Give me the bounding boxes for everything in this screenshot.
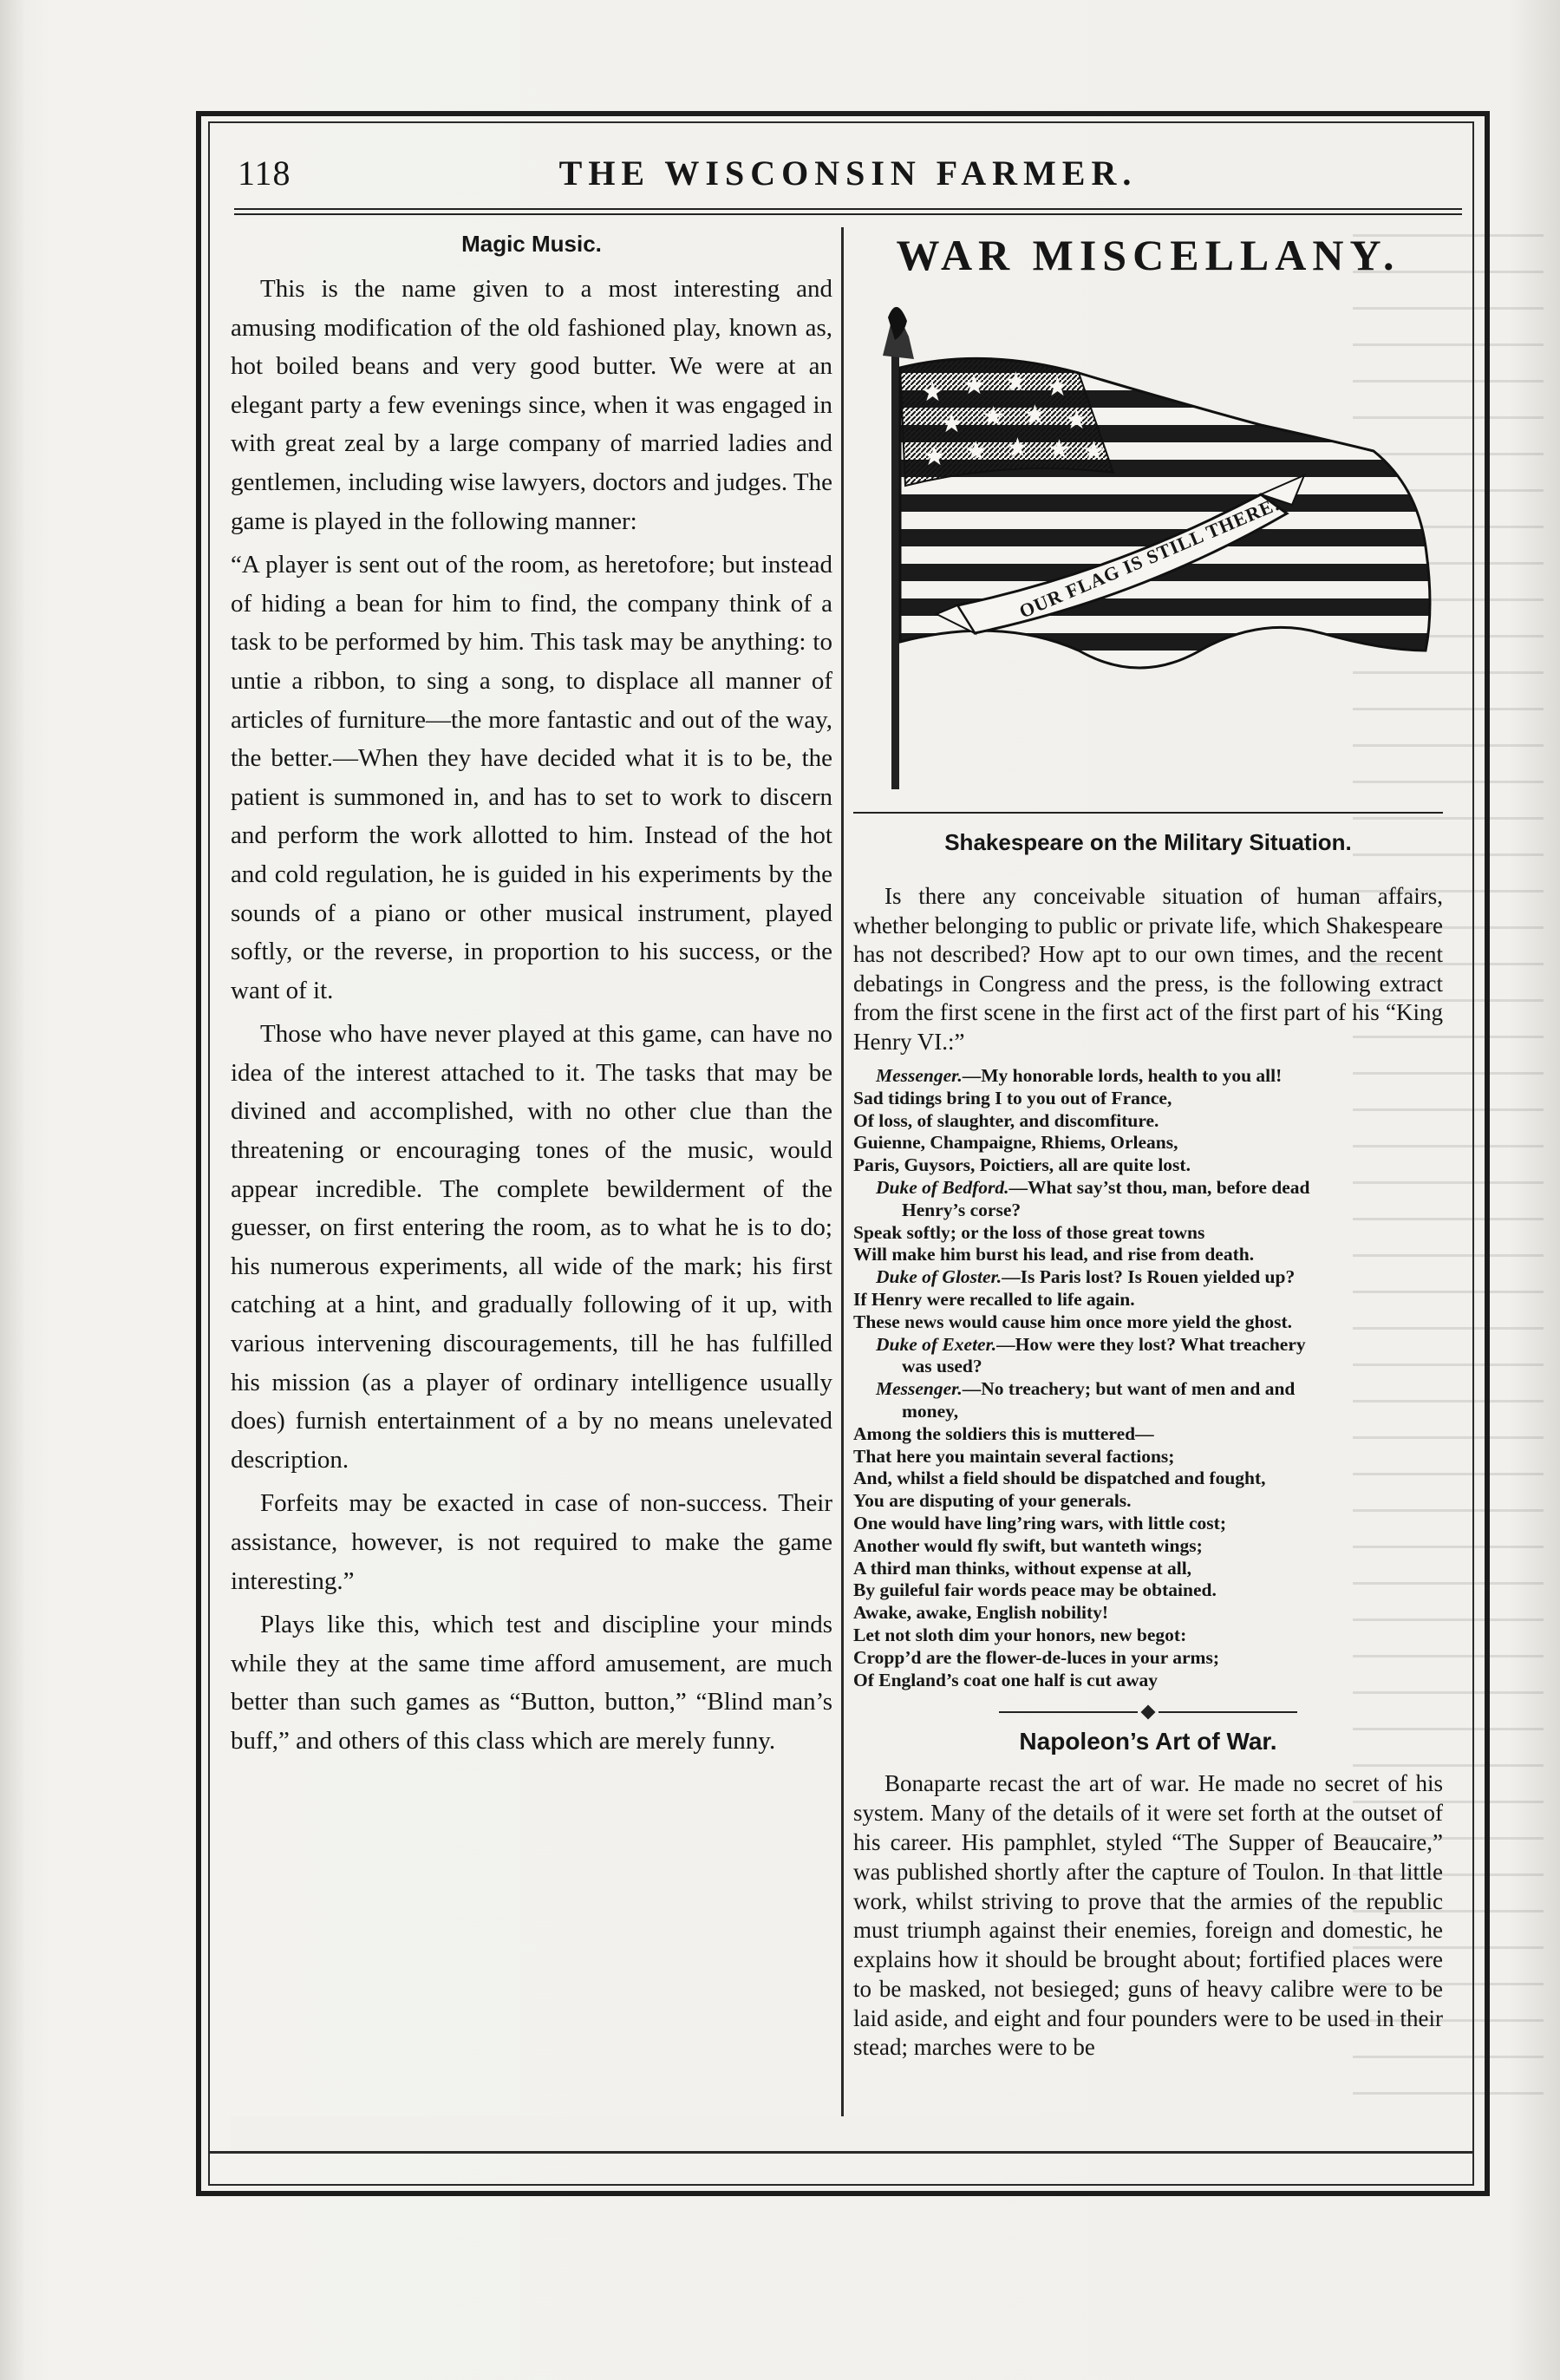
verse-text: By guileful fair words peace may be obtained. bbox=[853, 1579, 1217, 1601]
svg-text:★: ★ bbox=[1046, 373, 1069, 402]
verse-text: Will make him burst his lead, and rise from death. bbox=[853, 1244, 1255, 1265]
verse-line bbox=[853, 1513, 1443, 1535]
svg-text:★: ★ bbox=[921, 378, 944, 407]
left-column bbox=[231, 227, 832, 1766]
article-paragraph: “A player is sent out of the room, as heretofore; but instead of hiding a bean for him to find, the company think of a task to be performed by him. This task may be anything: to untie a ribbon, to sing a song, to displace all manner of articles of furniture—the more fantastic and out of the way, the better.—When they have decided what it is to be, the patient is summoned in, and has to set to work to discern and perform the work allotted to him. Instead of the hot and cold regulation, he is guided in his experiments by the sounds of a piano or other musical instrument, played softly, or the reverse, in proportion to his success, or the want of it. bbox=[231, 551, 832, 1004]
verse-line bbox=[853, 1132, 1443, 1154]
verse-text: Paris, Guysors, Poictiers, all are quite lost. bbox=[853, 1154, 1191, 1176]
napoleon-title: Napoleon’s Art of War. bbox=[1019, 1728, 1277, 1756]
verse-speaker: Duke of Bedford. bbox=[876, 1176, 1009, 1198]
verse-text: —No treachery; but want of men and and bbox=[962, 1378, 1296, 1400]
verse-line bbox=[853, 1154, 1443, 1177]
verse-text: A third man thinks, without expense at all, bbox=[853, 1557, 1192, 1579]
verse-text: Awake, awake, English nobility! bbox=[853, 1602, 1109, 1624]
verse-speaker: Messenger. bbox=[876, 1065, 963, 1086]
war-miscellany-title: WAR MISCELLANY. bbox=[896, 231, 1400, 279]
verse-line bbox=[853, 1311, 1443, 1334]
journal-title: THE WISCONSIN FARMER. bbox=[558, 154, 1138, 193]
verse-text: Henry’s corse? bbox=[902, 1199, 1022, 1220]
verse-text: Guienne, Champaigne, Rhiems, Orleans, bbox=[853, 1132, 1178, 1154]
bottom-clip bbox=[231, 2116, 1445, 2151]
verse-line bbox=[853, 1065, 1443, 1088]
verse-line bbox=[853, 1088, 1443, 1110]
bottom-rule bbox=[208, 2151, 1474, 2154]
verse-line bbox=[853, 1244, 1443, 1266]
verse-text: These news would cause him once more yield the ghost. bbox=[853, 1311, 1293, 1332]
verse-line bbox=[853, 1579, 1443, 1602]
page-number: 118 bbox=[238, 154, 291, 193]
verse-line bbox=[853, 1289, 1443, 1311]
svg-text:★: ★ bbox=[923, 442, 946, 471]
verse-line bbox=[853, 1200, 1443, 1222]
verse-line bbox=[853, 1647, 1443, 1670]
svg-text:★: ★ bbox=[1048, 435, 1071, 464]
verse-text: Another would fly swift, but wanteth wings; bbox=[853, 1534, 1203, 1556]
header-rule bbox=[234, 208, 1462, 215]
svg-text:★: ★ bbox=[1065, 406, 1088, 435]
verse-text: money, bbox=[902, 1400, 959, 1422]
verse-line bbox=[853, 1468, 1443, 1490]
verse-line bbox=[853, 1222, 1443, 1245]
verse-line bbox=[853, 1378, 1443, 1401]
magic-music-title: Magic Music. bbox=[461, 231, 602, 257]
shakespeare-title: Shakespeare on the Military Situation. bbox=[944, 829, 1352, 855]
svg-text:★: ★ bbox=[964, 437, 988, 466]
right-column bbox=[853, 227, 1443, 2063]
verse-line bbox=[853, 1110, 1443, 1133]
verse-text: —Is Paris lost? Is Rouen yielded up? bbox=[1002, 1266, 1296, 1288]
verse-line bbox=[853, 1558, 1443, 1580]
section-rule bbox=[853, 812, 1443, 814]
verse-line bbox=[853, 1446, 1443, 1468]
verse-text: was used? bbox=[902, 1356, 982, 1377]
svg-text:★: ★ bbox=[1006, 434, 1029, 462]
verse-text: One would have ling’ring wars, with little cost; bbox=[853, 1512, 1226, 1533]
verse-line bbox=[853, 1356, 1443, 1378]
flag-banner-text: OUR FLAG IS STILL THERE! bbox=[1015, 492, 1283, 623]
verse-text: And, whilst a field should be dispatched and fought, bbox=[853, 1468, 1266, 1489]
verse-line bbox=[853, 1670, 1443, 1692]
article-paragraph: This is the name given to a most interesting and amusing modification of the old fashioned play, known as, hot boiled beans and very good butter. We were at an elegant party a few evenings since, when it was engaged in with great zeal by a large company of married ladies and gentlemen, including wise lawyers, doctors and judges. The game is played in the following manner: bbox=[231, 275, 832, 535]
verse-text: Among the soldiers this is muttered— bbox=[853, 1422, 1154, 1444]
verse-speaker: Duke of Gloster. bbox=[876, 1266, 1002, 1288]
shakespeare-article bbox=[853, 882, 1443, 1056]
verse-text: Cropp’d are the flower-de-luces in your arms; bbox=[853, 1646, 1219, 1668]
magic-music-article bbox=[231, 270, 832, 1761]
verse-text: Sad tidings bring I to you out of France, bbox=[853, 1087, 1172, 1108]
page-header bbox=[234, 153, 1462, 199]
article-paragraph: Plays like this, which test and discipline your minds while they at the same time afford amusement, are much better than such games as “Button, button,” “Blind man’s buff,” and others of this class which are merely funny. bbox=[231, 1611, 832, 1755]
verse-text: —What say’st thou, man, before dead bbox=[1008, 1176, 1310, 1198]
shakespeare-intro: Is there any conceivable situation of human affairs, whether belonging to public or private life, which Shakespeare has not described? How apt to our own times, and the recent debatings in Congress and the press, is the following extract from the first scene in the first act of the first part of his “King Henry VI.:” bbox=[853, 883, 1443, 1055]
svg-text:★: ★ bbox=[1082, 437, 1106, 466]
verse-line bbox=[853, 1535, 1443, 1558]
verse-speaker: Messenger. bbox=[876, 1378, 963, 1400]
article-paragraph: Those who have never played at this game, can have no idea of the interest attached to it. The tasks that may be divined and accomplished, with no other clue than the threatening or encouraging tones of the music, would appear incredible. The complete bewilderment of the guesser, on first entering the room, as to what he is to do; his numerous experiments, all wide of the mark; his first catching at a hint, and gradually following of it up, with various intervening discouragements, till he has fulfilled his mission (as a player of ordinary intelligence usually does) furnish entertainment of a by no means unelevated description. bbox=[231, 1020, 832, 1474]
section-ornament bbox=[853, 1707, 1443, 1717]
verse-line bbox=[853, 1423, 1443, 1446]
article-paragraph: Forfeits may be exacted in case of non-success. Their assistance, however, is not required to make the game interesting.” bbox=[231, 1489, 832, 1595]
verse-line bbox=[853, 1177, 1443, 1200]
verse-line bbox=[853, 1625, 1443, 1647]
svg-text:★: ★ bbox=[1004, 368, 1028, 396]
verse-text: Speak softly; or the loss of those great towns bbox=[853, 1221, 1205, 1243]
svg-text:★: ★ bbox=[963, 371, 986, 400]
napoleon-paragraph: Bonaparte recast the art of war. He made no secret of his system. Many of the details of it were set forth at the outset of his career. His pamphlet, styled “The Supper of Beaucaire,” was published shortly after the capture of Toulon. In that little work, whilst striving to prove that the armies of the republic must triumph against their enemies, foreign and domestic, he explains how it should be brought about; fortified places were to be masked, not besieged; guns of heavy calibre were to be laid aside, and eight and four pounders were to be used in their stead; marches were to be bbox=[853, 1770, 1443, 2061]
henry-vi-verse bbox=[853, 1065, 1443, 1691]
svg-text:★: ★ bbox=[940, 409, 963, 438]
verse-text: If Henry were recalled to life again. bbox=[853, 1288, 1135, 1310]
verse-text: —My honorable lords, health to you all! bbox=[962, 1065, 1283, 1086]
verse-text: Of loss, of slaughter, and discomfiture. bbox=[853, 1109, 1159, 1131]
verse-text: —How were they lost? What treachery bbox=[996, 1333, 1306, 1355]
column-divider bbox=[841, 227, 844, 2134]
napoleon-article bbox=[853, 1769, 1443, 2063]
verse-line bbox=[853, 1266, 1443, 1289]
verse-text: Let not sloth dim your honors, new begot: bbox=[853, 1624, 1187, 1645]
verse-line bbox=[853, 1490, 1443, 1513]
verse-text: That here you maintain several factions; bbox=[853, 1445, 1175, 1467]
flag-illustration bbox=[853, 286, 1439, 807]
verse-text: Of England’s coat one half is cut away bbox=[853, 1669, 1158, 1690]
verse-line bbox=[853, 1602, 1443, 1625]
svg-text:★: ★ bbox=[982, 402, 1005, 431]
verse-line bbox=[853, 1334, 1443, 1357]
svg-text:★: ★ bbox=[1023, 401, 1047, 429]
verse-line bbox=[853, 1401, 1443, 1423]
verse-text: You are disputing of your generals. bbox=[853, 1490, 1132, 1512]
verse-speaker: Duke of Exeter. bbox=[876, 1333, 997, 1355]
